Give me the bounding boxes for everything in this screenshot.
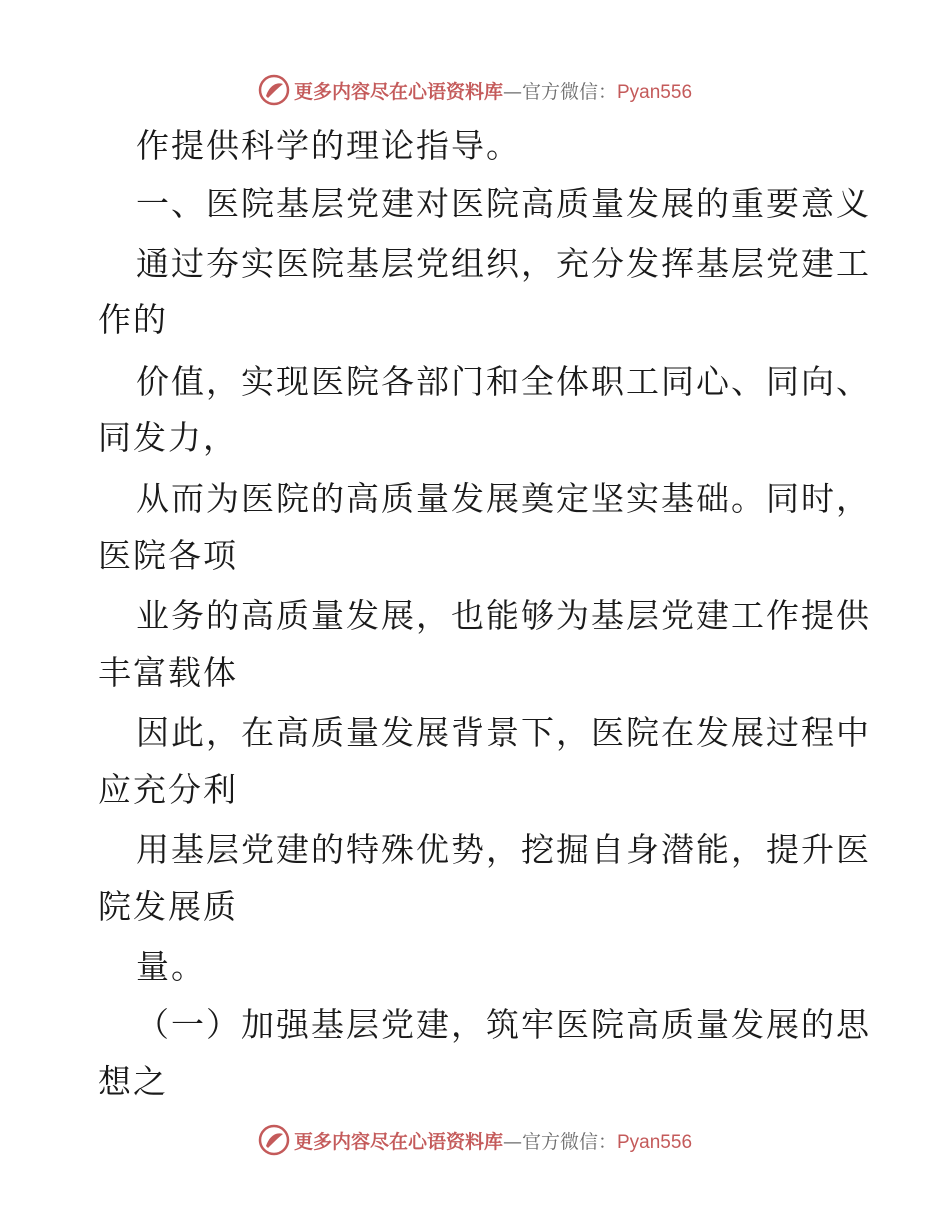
paragraph-line: 院发展质 <box>98 887 238 926</box>
brand-logo-icon <box>258 1124 290 1156</box>
paragraph-line: 想之 <box>98 1062 168 1101</box>
watermark-main-text: 更多内容尽在心语资料库 <box>293 80 503 103</box>
section-heading: 一、医院基层党建对医院高质量发展的重要意义 <box>136 184 871 223</box>
paragraph-line: 价值，实现医院各部门和全体职工同心、同向、 <box>136 362 871 401</box>
watermark-id: Pyan556 <box>617 1131 693 1153</box>
paragraph-line: 因此，在高质量发展背景下，医院在发展过程中 <box>136 713 871 752</box>
paragraph-line: 医院各项 <box>98 536 238 575</box>
watermark-banner-top <box>0 70 950 110</box>
paragraph-line: 作的 <box>98 300 168 339</box>
paragraph-line: 从而为医院的高质量发展奠定坚实基础。同时， <box>136 479 871 518</box>
subsection-heading: （一）加强基层党建，筑牢医院高质量发展的思 <box>136 1005 871 1044</box>
watermark-separator: — <box>502 1130 522 1153</box>
paragraph-line: 业务的高质量发展，也能够为基层党建工作提供 <box>136 596 871 635</box>
paragraph-line: 用基层党建的特殊优势，挖掘自身潜能，提升医 <box>136 830 871 869</box>
watermark-sub-text: 官方微信： <box>521 80 617 103</box>
paragraph-line: 作提供科学的理论指导。 <box>136 126 521 165</box>
watermark-sub-text: 官方微信： <box>521 1130 617 1153</box>
paragraph-line: 量。 <box>136 947 206 986</box>
brand-logo-icon <box>258 74 290 106</box>
watermark-id: Pyan556 <box>617 81 693 103</box>
watermark-main-text: 更多内容尽在心语资料库 <box>293 1130 503 1153</box>
paragraph-line: 通过夯实医院基层党组织，充分发挥基层党建工 <box>136 244 871 283</box>
paragraph-line: 丰富载体 <box>98 653 238 692</box>
paragraph-line: 应充分利 <box>98 770 238 809</box>
paragraph-line: 同发力， <box>98 418 238 457</box>
watermark-banner-bottom <box>0 1120 950 1160</box>
watermark-separator: — <box>502 80 522 103</box>
